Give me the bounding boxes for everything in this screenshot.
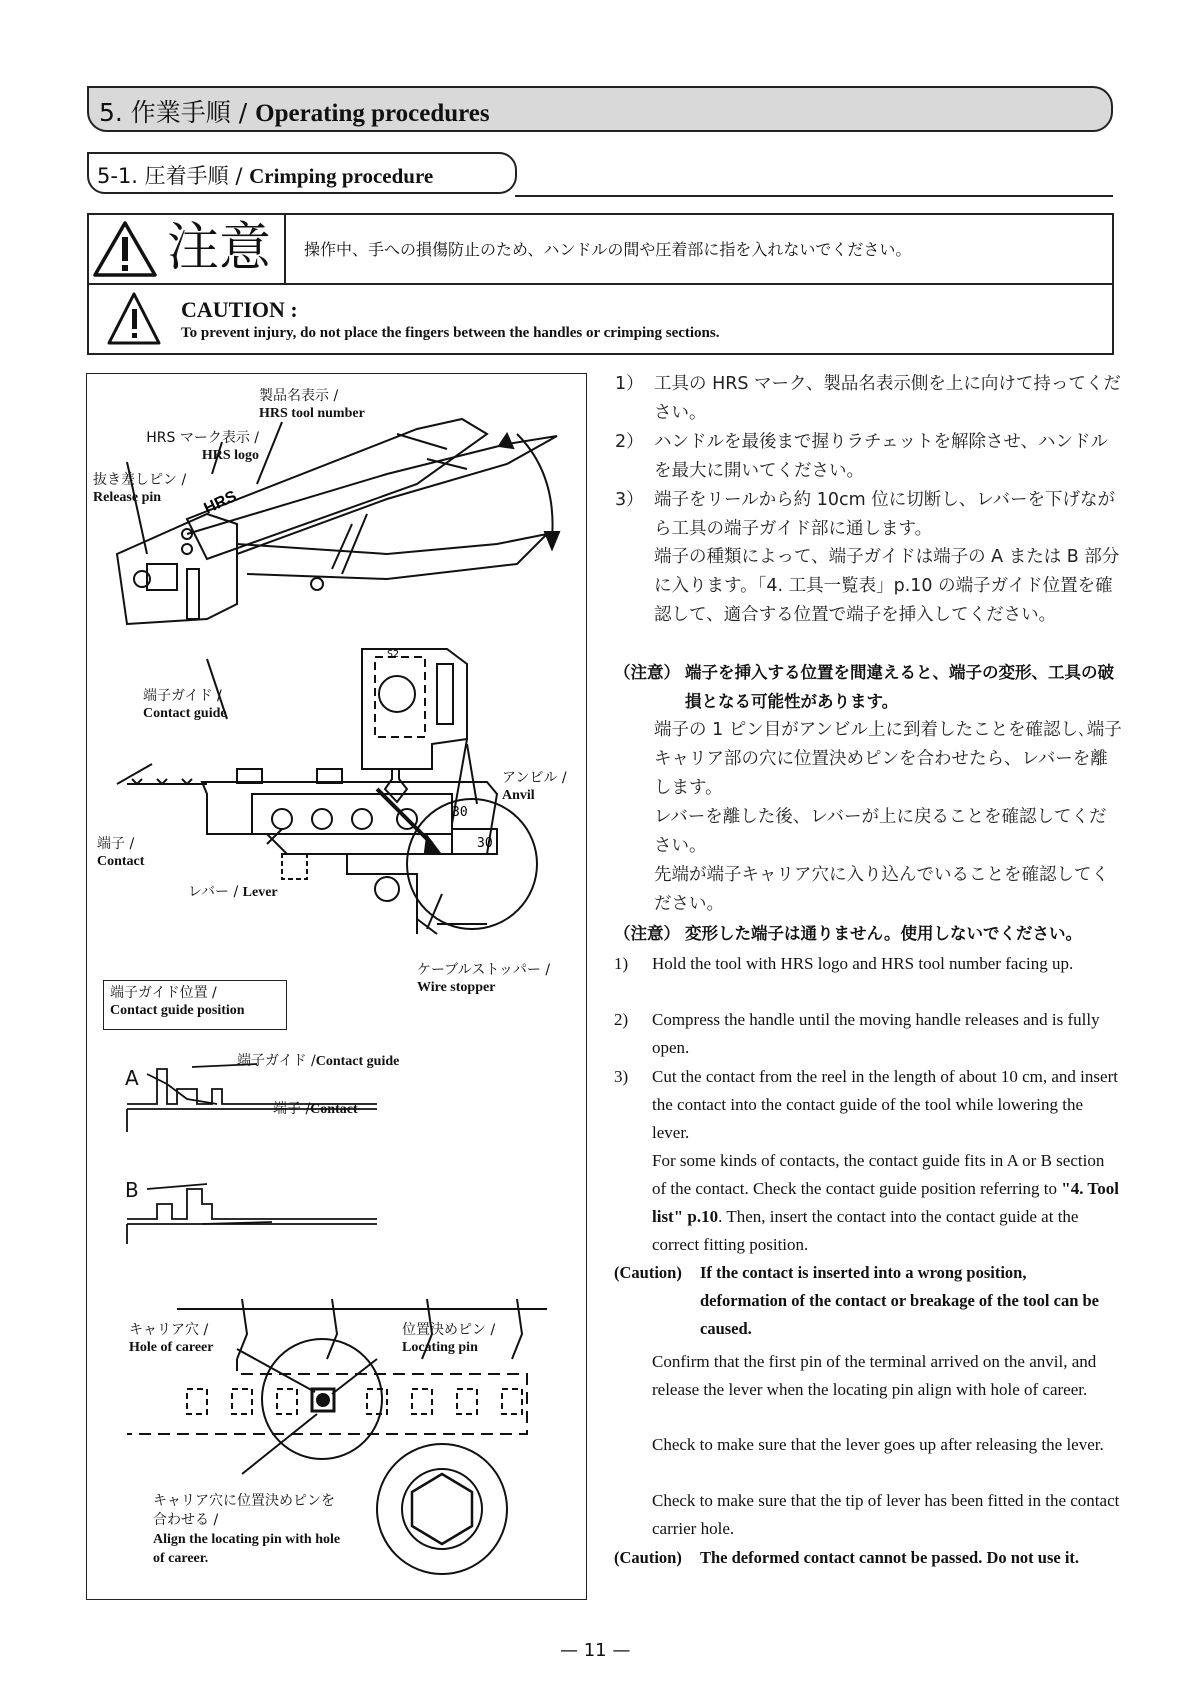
- jp-caution-text: 変形した端子は通りません。使用しないでください。: [685, 924, 1082, 943]
- label-contact-guide: 端子ガイド / Contact guide: [143, 688, 227, 721]
- label-locating-pin: 位置決めピン / Locating pin: [402, 1322, 496, 1355]
- en-step: 3) Cut the contact from the reel in the length of about 10 cm, and insert the contact into the contact guide of the tool while lowering the lever.: [614, 1067, 1118, 1142]
- en-caution-text: The deformed contact cannot be passed. Do not use it.: [700, 1548, 1080, 1567]
- section-title: 5. 作業手順 / Operating procedures: [99, 98, 490, 127]
- caution-en-title: CAUTION :: [181, 297, 298, 322]
- jp-paragraph: レバーを離した後、レバーが上に戻ることを確認してください。: [654, 807, 1107, 856]
- letter-a: A: [125, 1066, 139, 1090]
- label-wire-stopper: ケーブルストッパー / Wire stopper: [417, 962, 551, 995]
- page-number: — 11 —: [560, 1640, 631, 1661]
- jp-caution-label: （注意）: [614, 924, 680, 943]
- caution-jp-header: [89, 215, 286, 283]
- jp-step: 3） 端子をリールから約 10cm 位に切断し、レバーを下げながら工具の端子ガイド部に通します。: [615, 490, 1115, 539]
- letter-b: B: [125, 1178, 139, 1202]
- stopper-mark-2: 30: [477, 836, 493, 851]
- stopper-mark: 30: [452, 805, 468, 820]
- subsection-title: 5-1. 圧着手順 / Crimping procedure: [97, 164, 434, 188]
- warning-icon: [89, 215, 159, 283]
- jp-caution-label: （注意）: [614, 663, 680, 682]
- caution-jp-text: 操作中、手への損傷防止のため、ハンドルの間や圧着部に指を入れないでください。: [304, 240, 912, 259]
- en-caution-label: (Caution): [614, 1548, 682, 1567]
- label-release-pin: 抜き差しピン / Release pin: [93, 472, 187, 505]
- label-lever: レバー / Lever: [188, 884, 278, 900]
- subsection-title-bar: [87, 152, 517, 194]
- caution-jp-word: 注意: [167, 218, 272, 278]
- en-paragraph: Check to make sure that the tip of lever has been fitted in the contact carrier hole.: [652, 1491, 1120, 1538]
- label-align-pin: キャリア穴に位置決めピンを 合わせる / Align the locating pin with hole of career.: [153, 1493, 341, 1566]
- en-caution-label: (Caution): [614, 1263, 682, 1282]
- jp-step: 1） 工具の HRS マーク、製品名表示側を上に向けて持ってください。: [615, 374, 1121, 423]
- warning-icon: [107, 291, 167, 351]
- en-paragraph: Check to make sure that the lever goes up after releasing the lever.: [652, 1435, 1104, 1454]
- label-contact: 端子 / Contact: [97, 836, 145, 869]
- label-a-contact: 端子 /Contact: [273, 1101, 358, 1117]
- figure-panel: [86, 373, 587, 1600]
- en-caution-text: If the contact is inserted into a wrong position, deformation of the contact or breakage of the tool can be caused.: [700, 1263, 1099, 1338]
- en-paragraph: For some kinds of contacts, the contact guide fits in A or B section of the contact. Check the contact guide position referring to "4. Tool list" p.10. Then, insert the contact into the contact guide at the correct fitting position.: [652, 1151, 1119, 1254]
- section-title-bar: [87, 86, 1113, 132]
- label-guide-position: 端子ガイド位置 / Contact guide position: [103, 980, 287, 1030]
- label-product-name: 製品名表示 / HRS tool number: [259, 388, 365, 421]
- label-hole-of-career: キャリア穴 / Hole of career: [129, 1322, 214, 1355]
- tool-mark: HRS: [201, 487, 240, 518]
- caution-jp-row: [89, 215, 1112, 285]
- caution-box: [87, 213, 1114, 355]
- head-mark: S2: [387, 649, 400, 660]
- label-a-guide: 端子ガイド /Contact guide: [237, 1053, 400, 1069]
- label-hrs-logo: HRS マーク表示 / HRS logo: [146, 430, 259, 463]
- jp-caution-text: 端子を挿入する位置を間違えると、端子の変形、工具の破損となる可能性があります。: [685, 663, 1114, 711]
- en-step: 2) Compress the handle until the moving handle releases and is fully open.: [614, 1010, 1100, 1057]
- jp-paragraph: 端子の 1 ピン目がアンビル上に到着したことを確認し､端子キャリア部の穴に位置決めピンを合わせたら、レバーを離します。: [654, 720, 1122, 798]
- label-anvil: アンビル / Anvil: [502, 770, 567, 803]
- jp-paragraph: 先端が端子キャリア穴に入り込んでいることを確認してください。: [654, 865, 1109, 914]
- jp-paragraph: 端子の種類によって、端子ガイドは端子の A または B 部分に入ります。「4. 工具一覧表」p.10 の端子ガイド位置を確認して、適合する位置で端子を挿入してください。: [654, 547, 1120, 625]
- jp-step: 2） ハンドルを最後まで握りラチェットを解除させ、ハンドルを最大に開いてください。: [615, 432, 1108, 481]
- subsection-rule: [515, 195, 1113, 197]
- en-step: 1) Hold the tool with HRS logo and HRS tool number facing up.: [614, 954, 1074, 973]
- caution-en-text: To prevent injury, do not place the fingers between the handles or crimping sections.: [181, 325, 720, 341]
- en-paragraph: Confirm that the first pin of the terminal arrived on the anvil, and release the lever when the locating pin align with hole of career.: [652, 1352, 1097, 1399]
